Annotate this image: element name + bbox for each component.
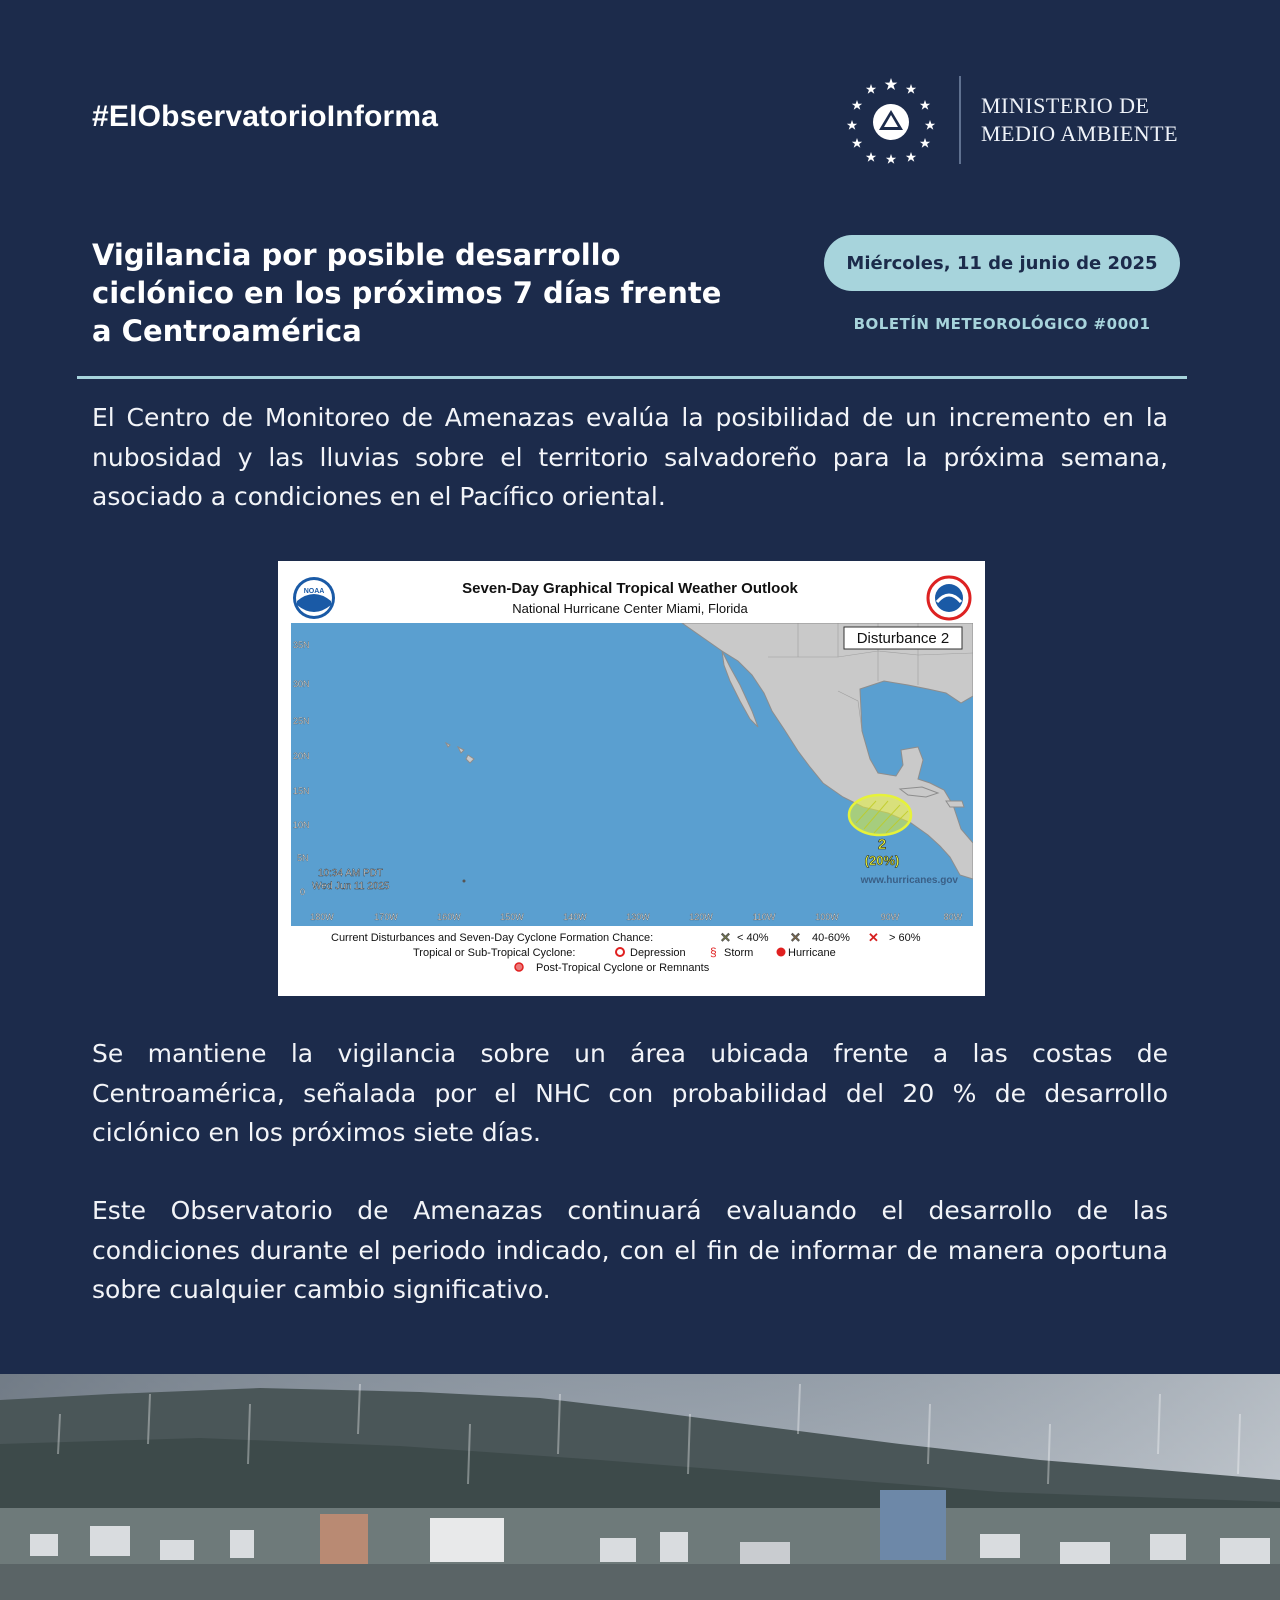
disturbance-chance: (20%)	[864, 853, 900, 868]
legend-post-tropical-label: Post-Tropical Cyclone or Remnants	[536, 962, 710, 974]
coat-of-arms-icon	[845, 74, 937, 166]
disturbance-area	[849, 795, 911, 835]
lat-label: 20N	[293, 751, 310, 761]
hashtag-title: #ElObservatorioInforma	[92, 100, 439, 133]
ministry-line-1: MINISTERIO DE	[981, 93, 1150, 118]
page-title	[92, 236, 792, 350]
map-timestamp-date: Wed Jun 11 2025	[312, 881, 390, 892]
legend-depression-label: Depression	[630, 947, 686, 959]
legend-mid-label: 40-60%	[812, 932, 850, 944]
lat-label: 5N	[297, 853, 309, 863]
lon-label: 180W	[310, 912, 334, 922]
nws-logo-icon	[928, 577, 970, 619]
lon-label: 90W	[880, 912, 900, 922]
legend-mid-icon: ✕	[790, 930, 801, 945]
ministry-branding	[845, 74, 1178, 166]
city-rain-photo	[0, 1374, 1280, 1600]
disturbance-number: 2	[877, 836, 887, 853]
outlook-map-graphic	[278, 561, 985, 996]
lon-label: 150W	[500, 912, 524, 922]
lon-label: 110W	[752, 912, 776, 922]
headline-line-3: a Centroamérica	[92, 314, 362, 348]
legend-cyclone-label: Tropical or Sub-Tropical Cyclone:	[413, 947, 576, 959]
followup-paragraph: Este Observatorio de Amenazas continuará evaluando el desarrollo de las condiciones durante el periodo indicado, con el fin de informar de manera oportuna sobre cualquier cambio significativo.	[92, 1196, 1168, 1304]
lon-label: 130W	[626, 912, 650, 922]
ministry-line-2: MEDIO AMBIENTE	[981, 121, 1179, 146]
noaa-logo-icon	[293, 577, 335, 619]
legend-low-label: < 40%	[737, 932, 769, 944]
lon-label: 100W	[815, 912, 839, 922]
lat-label: 10N	[293, 820, 310, 830]
map-legend	[331, 930, 921, 974]
surveillance-paragraph: Se mantiene la vigilancia sobre un área ubicada frente a las costas de Centroamérica, señalada por el NHC con probabilidad del 20 % de desarrollo ciclónico en los próximos siete días.	[92, 1039, 1168, 1147]
legend-high-label: > 60%	[889, 932, 921, 944]
lat-label: 0	[300, 887, 306, 897]
map-timestamp-time: 10:34 AM PDT	[318, 868, 384, 879]
bulletin-number: BOLETÍN METEOROLÓGICO #0001	[853, 315, 1151, 333]
legend-hurricane-icon	[777, 948, 786, 957]
map-website: www.hurricanes.gov	[860, 875, 958, 886]
noaa-logo-text: NOAA	[303, 588, 325, 595]
legend-high-icon: ✕	[868, 930, 879, 945]
legend-hurricane-label: Hurricane	[788, 947, 836, 959]
headline-line-1: Vigilancia por posible desarrollo	[92, 238, 621, 272]
legend-post-tropical-icon	[515, 963, 523, 971]
lat-label: 15N	[293, 786, 310, 796]
lon-label: 160W	[437, 912, 461, 922]
legend-depression-icon	[616, 948, 624, 956]
legend-disturbances-label: Current Disturbances and Seven-Day Cyclone Formation Chance:	[331, 932, 654, 944]
headline-line-2: ciclónico en los próximos 7 días frente	[92, 276, 722, 310]
map-subtitle: National Hurricane Center Miami, Florida	[512, 601, 748, 616]
tropical-outlook-map	[278, 561, 985, 996]
intro-paragraph: El Centro de Monitoreo de Amenazas evalúa la posibilidad de un incremento en la nubosidad y las lluvias sobre el territorio salvadoreño para la próxima semana, asociado a condiciones en el Pacífico oriental.	[92, 403, 1168, 511]
disturbance-label: Disturbance 2	[856, 630, 950, 647]
lon-label: 120W	[689, 912, 713, 922]
lat-label: 25N	[293, 716, 310, 726]
header-divider	[77, 376, 1187, 379]
ministry-name	[981, 92, 1178, 148]
legend-storm-icon: §	[710, 945, 717, 959]
lon-label: 140W	[563, 912, 587, 922]
lon-label: 80W	[943, 912, 963, 922]
lat-label: 30N	[293, 679, 310, 689]
vertical-divider	[959, 76, 961, 164]
lon-label: 170W	[374, 912, 398, 922]
map-title: Seven-Day Graphical Tropical Weather Outlook	[462, 580, 798, 597]
lat-label: 35N	[293, 640, 310, 650]
legend-storm-label: Storm	[724, 947, 754, 959]
legend-low-icon: ✕	[720, 930, 731, 945]
date-badge: Miércoles, 11 de junio de 2025	[824, 235, 1180, 291]
